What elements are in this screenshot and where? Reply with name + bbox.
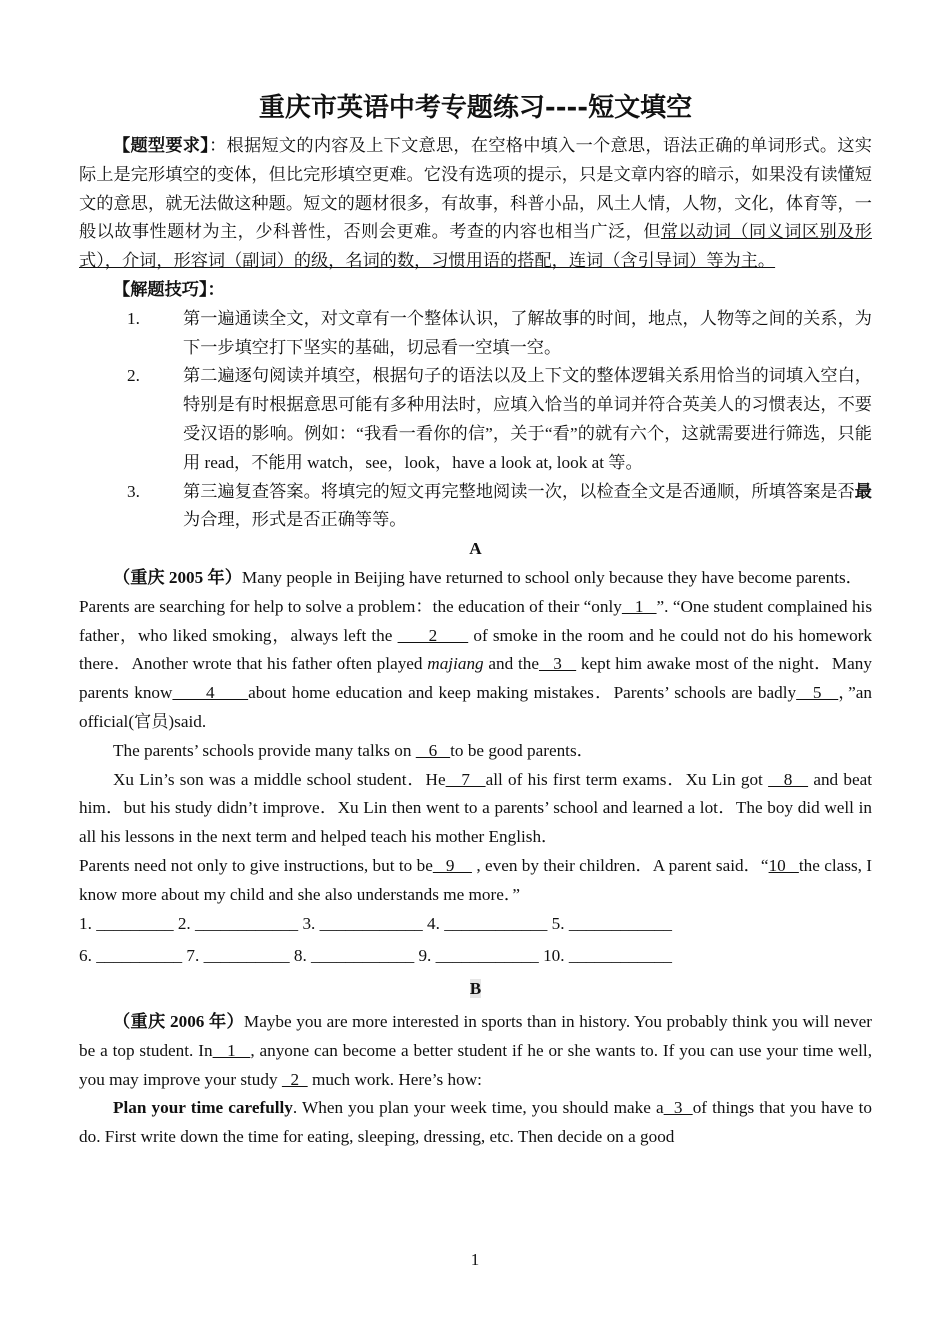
text-run: kept him awake most of the night．Many parents know	[79, 654, 872, 703]
text-run: and beat him．but his study didn’t improve．Xu Lin then went to a parents’ school and learned a lot．The boy did well in all his lessons in the next term and helped teach his mother English．	[79, 769, 873, 847]
blank-4: 4	[172, 683, 249, 703]
text-run: of smoke in the room and he could not do his homework there．Another wrote that his father often played	[79, 625, 872, 674]
blank-10: 10	[768, 855, 799, 875]
blank-9: 9	[432, 855, 472, 875]
text-run: to be good parents．	[450, 740, 594, 760]
tip-text: 为合理，形式是否正确等等。	[183, 510, 407, 530]
blank-2: 2	[397, 625, 469, 645]
section-b-paragraph-1	[79, 1008, 872, 1094]
section-a-paragraph-2	[79, 593, 872, 737]
text-run: Xu Lin’s son was a middle school student．He	[113, 769, 446, 789]
text-run: , even by their children．A parent said．“	[471, 855, 769, 875]
blank-7: 7	[445, 769, 486, 789]
text-run: ”. “One student complained his father，who liked smoking，always left the	[79, 596, 873, 645]
section-b-heading	[79, 975, 872, 1004]
tip-text-bold: 最	[854, 481, 872, 501]
text-run: Maybe you are more interested in sports than in history. You probably think you will never be a top student. In	[79, 1011, 872, 1060]
text-run: , anyone can become a better student if he or she wants to. If you can use your time well, you may improve your study	[79, 1040, 873, 1089]
tip-item	[79, 305, 872, 363]
blank-3: 3	[538, 654, 577, 674]
tips-label-line	[79, 276, 872, 305]
text-run: much work. Here’s how:	[307, 1069, 482, 1089]
blank-b2: 2	[281, 1069, 308, 1089]
tips-list	[79, 305, 872, 535]
section-a-intro-text: Many people in Beijing have returned to school only because they have become parents．	[241, 567, 863, 587]
section-b-paragraph-2	[79, 1094, 872, 1152]
document-page	[79, 88, 872, 1152]
text-run: all of his first term exams．Xu Lin got	[485, 769, 769, 789]
section-a-paragraph-5	[79, 852, 872, 910]
tip-text: 第三遍复查答案。将填完的短文再完整地阅读一次，以检查全文是否通顺，所填答案是否	[183, 481, 855, 501]
page-title: 重庆市英语中考专题练习----短文填空	[258, 93, 693, 123]
text-run: the class, I know more about my child and she also understands me more．”	[79, 855, 873, 904]
text-run: . When you plan your week time, you should make a	[292, 1098, 664, 1118]
section-b-source: （重庆 2006 年）	[113, 1011, 244, 1031]
blank-5: 5	[796, 683, 839, 703]
tip-item	[79, 478, 872, 536]
text-run: Parents are searching for help to solve a problem：the education of their “only	[79, 596, 622, 616]
requirement-underlined-text: 常以动词（同义词区别及形式），介词，形容词（副词）的级，名词的数，习惯用语的搭配，连词（含引导词）等为主。	[79, 222, 872, 271]
text-run: ，”an official(官员)said.	[79, 683, 872, 731]
blank-1: 1	[621, 596, 657, 616]
bold-heading: Plan your time carefully	[113, 1098, 293, 1118]
tip-number: 3.	[127, 481, 140, 501]
blank-6: 6	[415, 740, 451, 760]
tip-text: 第二遍逐句阅读并填空，根据句子的语法以及上下文的整体逻辑关系用恰当的词填入空白，特别是有时根据意思可能有多种用法时，应填入恰当的单词并符合英美人的习惯表达，不要受汉语的影响。例如：“我看一看你的信”，关于“看”的就有六个，这就需要进行筛选，只能用 read，不能用 watch，see，look，have a look at, look at 等。	[183, 366, 872, 472]
answer-line-1[interactable]: 1. _________ 2. ____________ 3. ____________ 4. ____________ 5. ____________	[79, 913, 672, 933]
tip-number: 2.	[127, 366, 140, 386]
section-a-paragraph-4	[79, 766, 872, 852]
tip-number: 1.	[127, 308, 140, 328]
requirement-text: ：根据短文的内容及上下文意思，在空格中填入一个意思，语法正确的单词形式。这实际上是完形填空的变体，但比完形填空更难。它没有选项的提示，只是文章内容的暗示，如果没有读懂短文的意思，就无法做这种题。短文的题材很多，有故事，科普小品，风土人情，人物，文化，体育等，一般以故事性题材为主，少科普性，否则会更难。考查的内容也相当广泛，但	[79, 136, 872, 242]
section-a-paragraph-3	[79, 737, 872, 766]
blank-8: 8	[768, 769, 809, 789]
italic-word: majiang	[427, 654, 484, 674]
tip-item	[79, 362, 872, 477]
blank-b3: 3	[663, 1098, 693, 1118]
requirement-label: 【题型要求】	[113, 136, 210, 155]
text-run: of things that you have to do. First write down the time for eating, sleeping, dressing, etc. Then decide on a good	[79, 1098, 873, 1147]
text-run: Parents need not only to give instructions, but to be	[79, 855, 433, 875]
section-a-intro	[79, 564, 872, 593]
section-a-heading: A	[469, 539, 482, 559]
text-run: The parents’ schools provide many talks on	[113, 740, 416, 760]
requirement-paragraph	[79, 132, 872, 276]
tip-text: 第一遍通读全文，对文章有一个整体认识，了解故事的时间，地点，人物等之间的关系，为下一步填空打下坚实的基础，切忌看一空填一空。	[183, 308, 872, 357]
text-run: and the	[483, 654, 539, 674]
tips-label: 【解题技巧】：	[113, 279, 225, 299]
page-number: 1	[470, 1250, 480, 1269]
section-b-heading-text: B	[469, 979, 482, 999]
answer-line-2[interactable]: 6. __________ 7. __________ 8. ____________ 9. ____________ 10. ____________	[79, 946, 672, 966]
blank-b1: 1	[212, 1040, 251, 1060]
text-run: about home education and keep making mistakes．Parents’ schools are badly	[248, 683, 797, 703]
section-a-source: （重庆 2005 年）	[113, 567, 242, 587]
